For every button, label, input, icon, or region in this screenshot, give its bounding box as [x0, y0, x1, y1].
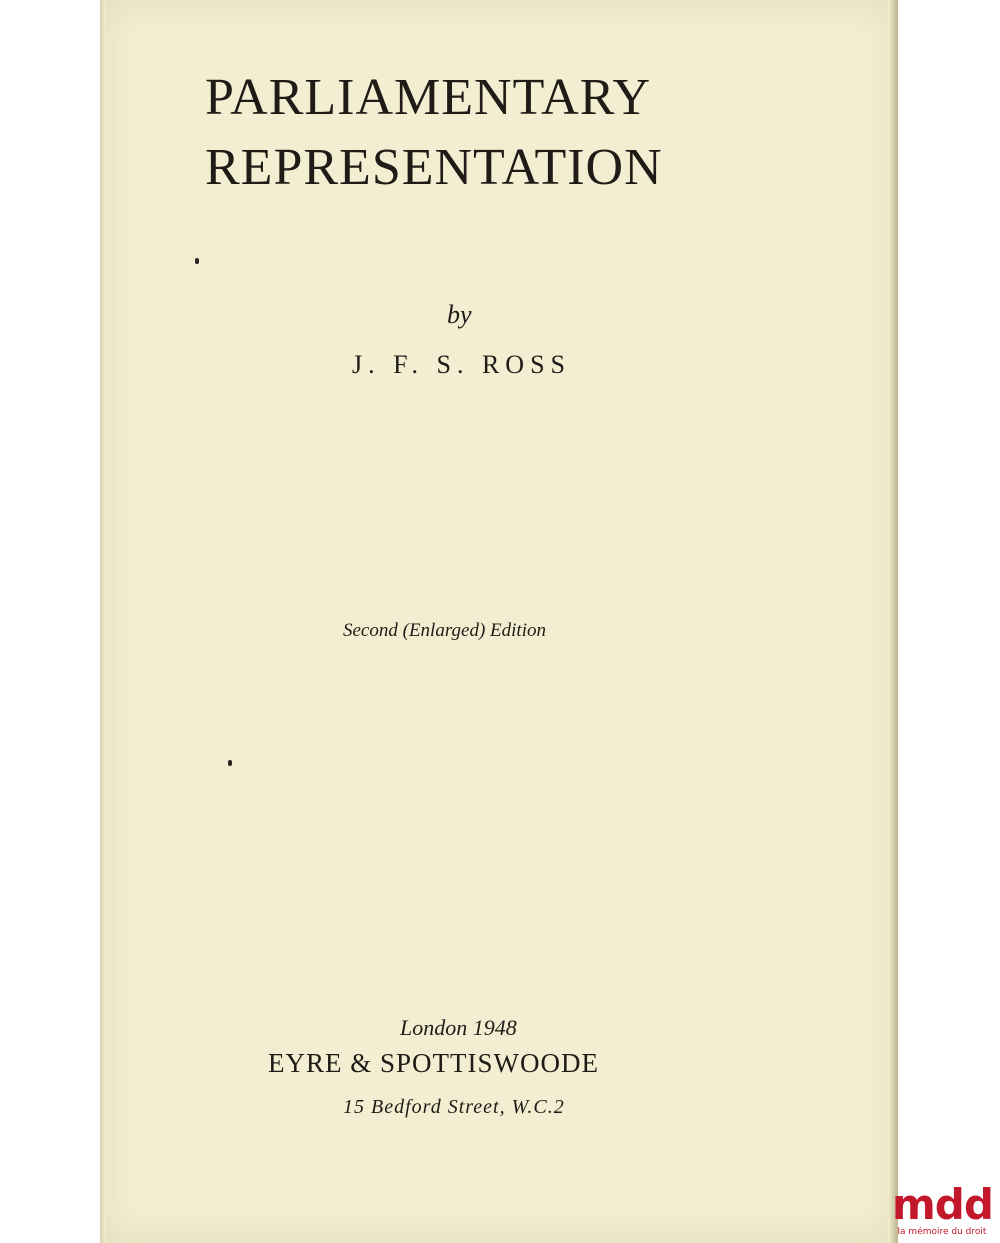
page-left-edge	[100, 0, 106, 1243]
author-name: J. F. S. ROSS	[352, 350, 571, 379]
by-line: by	[447, 300, 472, 329]
page-right-edge	[888, 0, 898, 1243]
mdd-logo: mdd	[892, 1180, 993, 1229]
publisher-address: 15 Bedford Street, W.C.2	[343, 1096, 565, 1118]
publisher-name: EYRE & SPOTTISWOODE	[268, 1048, 599, 1078]
ink-speck	[228, 760, 232, 766]
mdd-watermark	[892, 1180, 993, 1237]
title-line-2: REPRESENTATION	[205, 139, 663, 196]
ink-speck	[195, 258, 199, 264]
title-line-1: PARLIAMENTARY	[205, 69, 652, 126]
edition-statement: Second (Enlarged) Edition	[343, 620, 546, 641]
imprint-place-year: London 1948	[400, 1015, 517, 1040]
mdd-caption: la mémoire du droit	[897, 1227, 987, 1237]
